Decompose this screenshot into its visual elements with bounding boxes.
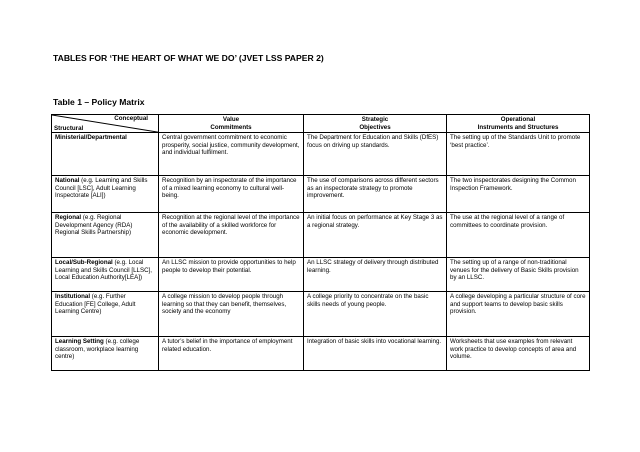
row-level-cell (52, 258, 159, 292)
table-title: Table 1 – Policy Matrix (53, 97, 145, 107)
row-level-cell (52, 133, 159, 176)
column-header-operational (447, 115, 590, 133)
column-header-line1: Strategic (361, 116, 389, 123)
table-row (52, 133, 590, 176)
table-cell: A college priority to concentrate on the basic skills needs of young people. (304, 292, 447, 337)
table-cell: The two inspectorates designing the Common Inspection Framework. (447, 176, 590, 213)
column-header-line2: Commitments (210, 123, 252, 131)
row-level-detail: (e.g. Regional Development Agency (RDA) Regional Skills Partnership) (55, 214, 133, 237)
row-level-name: Local/Sub-Regional (55, 259, 113, 267)
table-row (52, 292, 590, 337)
row-level-name: Regional (55, 214, 82, 222)
table-cell: An LLSC strategy of delivery through distributed learning. (304, 258, 447, 292)
table-row (52, 176, 590, 213)
table-cell: An LLSC mission to provide opportunities to help people to develop their potential. (159, 258, 304, 292)
table-cell: The use at the regional level of a range of committees to coordinate provision. (447, 213, 590, 258)
table-cell: Worksheets that use examples from relevant work practice to develop concepts of area and volume. (447, 337, 590, 371)
table-cell: The setting up of the Standards Unit to promote ‘best practice’. (447, 133, 590, 176)
table-cell: Integration of basic skills into vocational learning. (304, 337, 447, 371)
table-cell: The use of comparisons across different sectors as an inspectorate strategy to promote improvement. (304, 176, 447, 213)
table-cell: Recognition at the regional level of the importance of the availability of a skilled workforce for economic development. (159, 213, 304, 258)
row-level-cell (52, 337, 159, 371)
policy-matrix-table (51, 114, 590, 371)
column-header-line1: Value (222, 116, 240, 123)
row-level-detail: (e.g. Further Education [FE] College, Adult Learning Centre) (55, 293, 136, 316)
column-header-strategic (304, 115, 447, 133)
row-level-detail: (e.g. Local Learning and Skills Council [LLSC], Local Education Authority[LEA]) (55, 259, 152, 282)
row-level-cell (52, 213, 159, 258)
row-level-cell (52, 292, 159, 337)
table-cell: The Department for Education and Skills (DfES) focus on driving up standards. (304, 133, 447, 176)
row-level-detail: (e.g. college classroom, workplace learning centre) (55, 338, 140, 361)
table-row (52, 337, 590, 371)
header-row (52, 115, 590, 133)
table-row (52, 258, 590, 292)
table-row (52, 213, 590, 258)
column-header-value (159, 115, 304, 133)
table-cell: Central government commitment to economic prosperity, social justice, community development, and individual fulfilment. (159, 133, 304, 176)
table-cell: The setting up of a range of non-traditional venues for the delivery of Basic Skills provision by an LLSC. (447, 258, 590, 292)
table-cell: A college mission to develop people through learning so that they can benefit, themselves, society and the economy (159, 292, 304, 337)
table-cell: Recognition by an inspectorate of the importance of a mixed learning economy to cultural well-being. (159, 176, 304, 213)
column-header-line1: Operational (500, 116, 536, 123)
table-cell: A college developing a particular structure of core and support teams to develop basic skills provision. (447, 292, 590, 337)
column-header-line2: Instruments and Structures (477, 123, 559, 131)
row-level-name: Institutional (55, 293, 91, 301)
corner-header-cell (52, 115, 159, 133)
corner-label-structural: Structural (54, 124, 84, 132)
table-cell: A tutor’s belief in the importance of employment related education. (159, 337, 304, 371)
document-title: TABLES FOR ‘THE HEART OF WHAT WE DO’ (JVET LSS PAPER 2) (53, 53, 324, 63)
row-level-name: Learning Setting (55, 338, 104, 346)
column-header-line2: Objectives (359, 123, 391, 131)
row-level-name: Ministerial/Departmental (55, 134, 127, 142)
table-cell: An initial focus on performance at Key Stage 3 as a regional strategy. (304, 213, 447, 258)
row-level-detail: (e.g. Learning and Skills Council [LSC], Adult Learning Inspectorate [ALI]) (55, 177, 148, 200)
row-level-name: National (55, 177, 80, 185)
row-level-cell (52, 176, 159, 213)
corner-label-conceptual: Conceptual (114, 115, 148, 122)
